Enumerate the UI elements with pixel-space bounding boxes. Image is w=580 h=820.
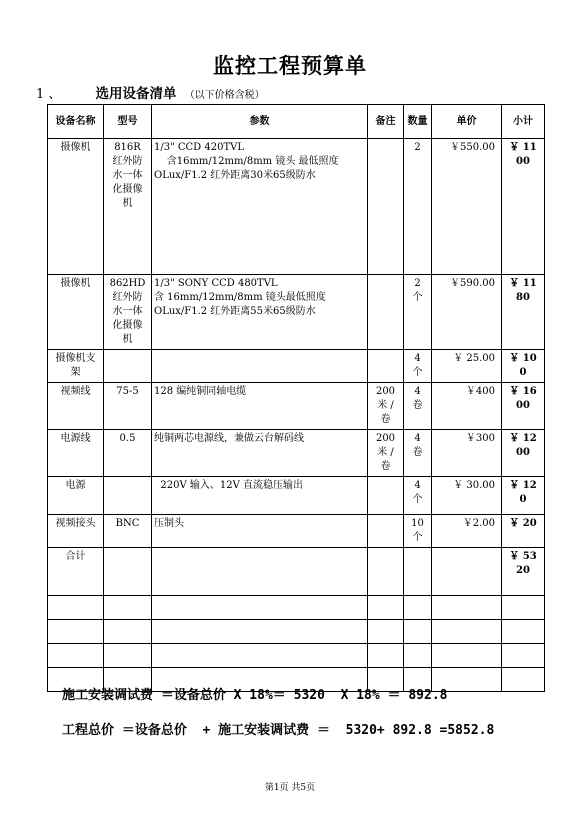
params-cell [152, 548, 368, 596]
subtotal-cell: ￥ 11 00 [502, 139, 545, 275]
page-title: 监控工程预算单 [213, 53, 367, 78]
note-cell [368, 515, 404, 548]
item-name-cell: 摄像机支 架 [48, 350, 104, 383]
table-row [48, 477, 545, 515]
item-name-cell: 摄像机 [48, 139, 104, 275]
qty-cell: 4 个 [404, 350, 432, 383]
section-note: （以下价格含税） [184, 90, 265, 101]
model-cell: 75-5 [104, 383, 152, 430]
price-cell: ￥2.00 [432, 515, 502, 548]
qty-cell [404, 548, 432, 596]
empty-row [48, 620, 545, 644]
price-cell: ￥400 [432, 383, 502, 430]
model-cell [104, 477, 152, 515]
column-header: 型号 [104, 105, 152, 139]
table-row [48, 139, 545, 275]
price-cell: ￥550.00 [432, 139, 502, 275]
column-header: 小计 [502, 105, 545, 139]
params-cell: 1/3" CCD 420TVL 含16mm/12mm/8mm 镜头 最低照度 OLux/F1.2 红外距离30米65级防水 [152, 139, 368, 275]
params-cell: 纯铜两芯电源线，兼做云台解码线 [152, 430, 368, 477]
note-cell: 200 米 / 卷 [368, 383, 404, 430]
qty-cell: 2 个 [404, 275, 432, 350]
empty-row [48, 596, 545, 620]
item-name-cell: 视频接头 [48, 515, 104, 548]
qty-cell: 10 个 [404, 515, 432, 548]
column-header: 数量 [404, 105, 432, 139]
note-cell [368, 275, 404, 350]
page-footer: 第1页 共5页 [264, 783, 316, 793]
column-header: 设备名称 [48, 105, 104, 139]
column-header: 备注 [368, 105, 404, 139]
model-cell [104, 350, 152, 383]
qty-cell: 4 卷 [404, 430, 432, 477]
note-cell [368, 139, 404, 275]
subtotal-cell: ￥ 12 0 [502, 477, 545, 515]
subtotal-cell: ￥ 10 0 [502, 350, 545, 383]
section-title: 选用设备清单 [95, 86, 177, 102]
section-heading [36, 82, 265, 102]
price-cell: ￥ 30.00 [432, 477, 502, 515]
price-cell: ￥590.00 [432, 275, 502, 350]
subtotal-cell: ￥ 53 20 [502, 548, 545, 596]
column-header: 参数 [152, 105, 368, 139]
empty-row [48, 644, 545, 668]
budget-table [47, 104, 545, 692]
model-cell: 862HD 红外防 水一体 化摄像 机 [104, 275, 152, 350]
note-cell: 200 米 / 卷 [368, 430, 404, 477]
install-fee-formula: 施工安装调试费 ＝设备总价 X 18%＝ 5320 X 18% ＝ 892.8 [62, 688, 448, 703]
item-name-cell: 摄像机 [48, 275, 104, 350]
table-row [48, 515, 545, 548]
item-name-cell: 合计 [48, 548, 104, 596]
table-row [48, 430, 545, 477]
table-row [48, 383, 545, 430]
model-cell: 816R 红外防 水一体 化摄像 机 [104, 139, 152, 275]
model-cell: 0.5 [104, 430, 152, 477]
subtotal-cell: ￥ 11 80 [502, 275, 545, 350]
model-cell: BNC [104, 515, 152, 548]
price-cell: ￥ 25.00 [432, 350, 502, 383]
params-cell: 1/3" SONY CCD 480TVL 含 16mm/12mm/8mm 镜头最低照度 OLux/F1.2 红外距离55米65级防水 [152, 275, 368, 350]
item-name-cell: 视频线 [48, 383, 104, 430]
params-cell: 128 编纯铜同轴电缆 [152, 383, 368, 430]
qty-cell: 2 [404, 139, 432, 275]
section-number: 1 、 [36, 87, 62, 102]
params-cell: 220V 输入、12V 直流稳压输出 [152, 477, 368, 515]
params-cell: 压制头 [152, 515, 368, 548]
qty-cell: 4 个 [404, 477, 432, 515]
note-cell [368, 350, 404, 383]
item-name-cell: 电源 [48, 477, 104, 515]
table-row [48, 548, 545, 596]
total-price-formula: 工程总价 ＝设备总价 + 施工安装调试费 ＝ 5320+ 892.8 =5852.8 [62, 723, 495, 738]
column-header: 单价 [432, 105, 502, 139]
qty-cell: 4 卷 [404, 383, 432, 430]
price-cell [432, 548, 502, 596]
table-row [48, 350, 545, 383]
item-name-cell: 电源线 [48, 430, 104, 477]
params-cell [152, 350, 368, 383]
price-cell: ￥300 [432, 430, 502, 477]
model-cell [104, 548, 152, 596]
subtotal-cell: ￥ 20 [502, 515, 545, 548]
table-row [48, 275, 545, 350]
table-header-row [48, 105, 545, 139]
subtotal-cell: ￥ 12 00 [502, 430, 545, 477]
note-cell [368, 548, 404, 596]
note-cell [368, 477, 404, 515]
subtotal-cell: ￥ 16 00 [502, 383, 545, 430]
